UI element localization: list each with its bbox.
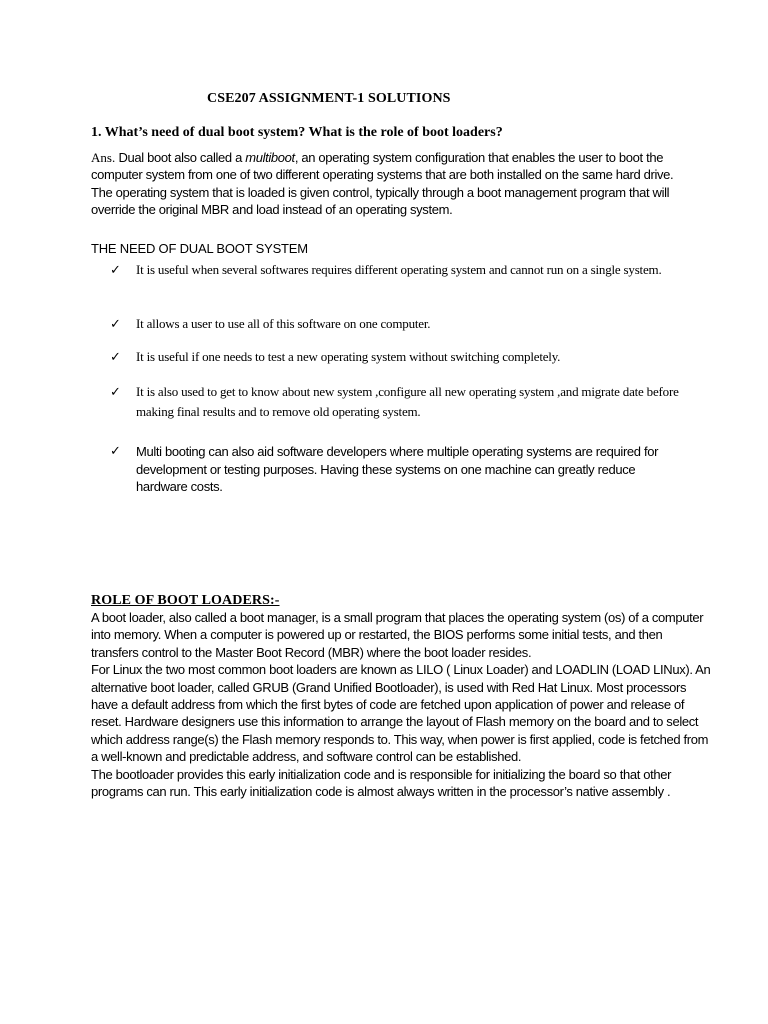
question-heading: 1. What’s need of dual boot system? What is the role of boot loaders? — [91, 125, 503, 140]
answer-italic-term: multiboot — [245, 150, 295, 165]
answer-text-start: Dual boot also called a — [115, 150, 246, 165]
checkmark-icon: ✓ — [110, 384, 121, 399]
answer-paragraph — [91, 149, 691, 219]
checkmark-icon: ✓ — [110, 316, 121, 331]
bullet-text: It is useful when several softwares requires different operating system and cannot run on a single system. — [136, 262, 662, 277]
checkmark-icon: ✓ — [110, 443, 121, 458]
role-body — [91, 609, 711, 800]
answer-label: Ans. — [91, 150, 116, 165]
bullet-text: It is useful if one needs to test a new operating system without switching completely. — [136, 349, 561, 364]
role-paragraph: The bootloader provides this early initialization code and is responsible for initializing the board so that other programs can run. This early initialization code is almost always written in the processor’s native assembly . — [91, 766, 672, 800]
bullet-text: Multi booting can also aid software developers where multiple operating systems are required for development or testing purposes. Having these systems on one machine can greatly reduce hardware costs. — [136, 444, 659, 495]
checkmark-icon: ✓ — [110, 262, 121, 277]
role-paragraph: For Linux the two most common boot loaders are known as LILO ( Linux Loader) and LOADLIN (LOAD LINux). An alternative boot loader, called GRUB (Grand Unified Bootloader), is used with Red Hat Linux. Most processors have a default address from which the first bytes of code are fetched upon application of power and release of reset. Hardware designers use this information to arrange the layout of Flash memory on the board and to select which address range(s) the Flash memory responds to. This way, when power is first applied, code is fetched from a well-known and predictable address, and software control can be established. — [91, 662, 711, 765]
answer-text-end: , an operating system configuration that enables the user to boot the computer system from one of two different operating systems that are both installed on the same hard drive. The operating system that is loaded is given control, typically through a boot management program that will override the original MBR and load instead of an operating system. — [91, 150, 674, 218]
role-paragraph: A boot loader, also called a boot manager, is a small program that places the operating system (os) of a computer into memory. When a computer is powered up or restarted, the BIOS performs some initial tests, and then transfers control to the Master Boot Record (MBR) where the boot loader resides. — [91, 610, 704, 660]
role-heading: ROLE OF BOOT LOADERS:- — [91, 593, 280, 608]
checkmark-icon: ✓ — [110, 349, 121, 364]
bullet-text: It is also used to get to know about new system ,configure all new operating system ,and migrate date before making final results and to remove old operating system. — [136, 384, 679, 419]
document-title: CSE207 ASSIGNMENT-1 SOLUTIONS — [207, 91, 451, 106]
bullet-text: It allows a user to use all of this software on one computer. — [136, 316, 431, 331]
need-heading: THE NEED OF DUAL BOOT SYSTEM — [91, 241, 308, 256]
